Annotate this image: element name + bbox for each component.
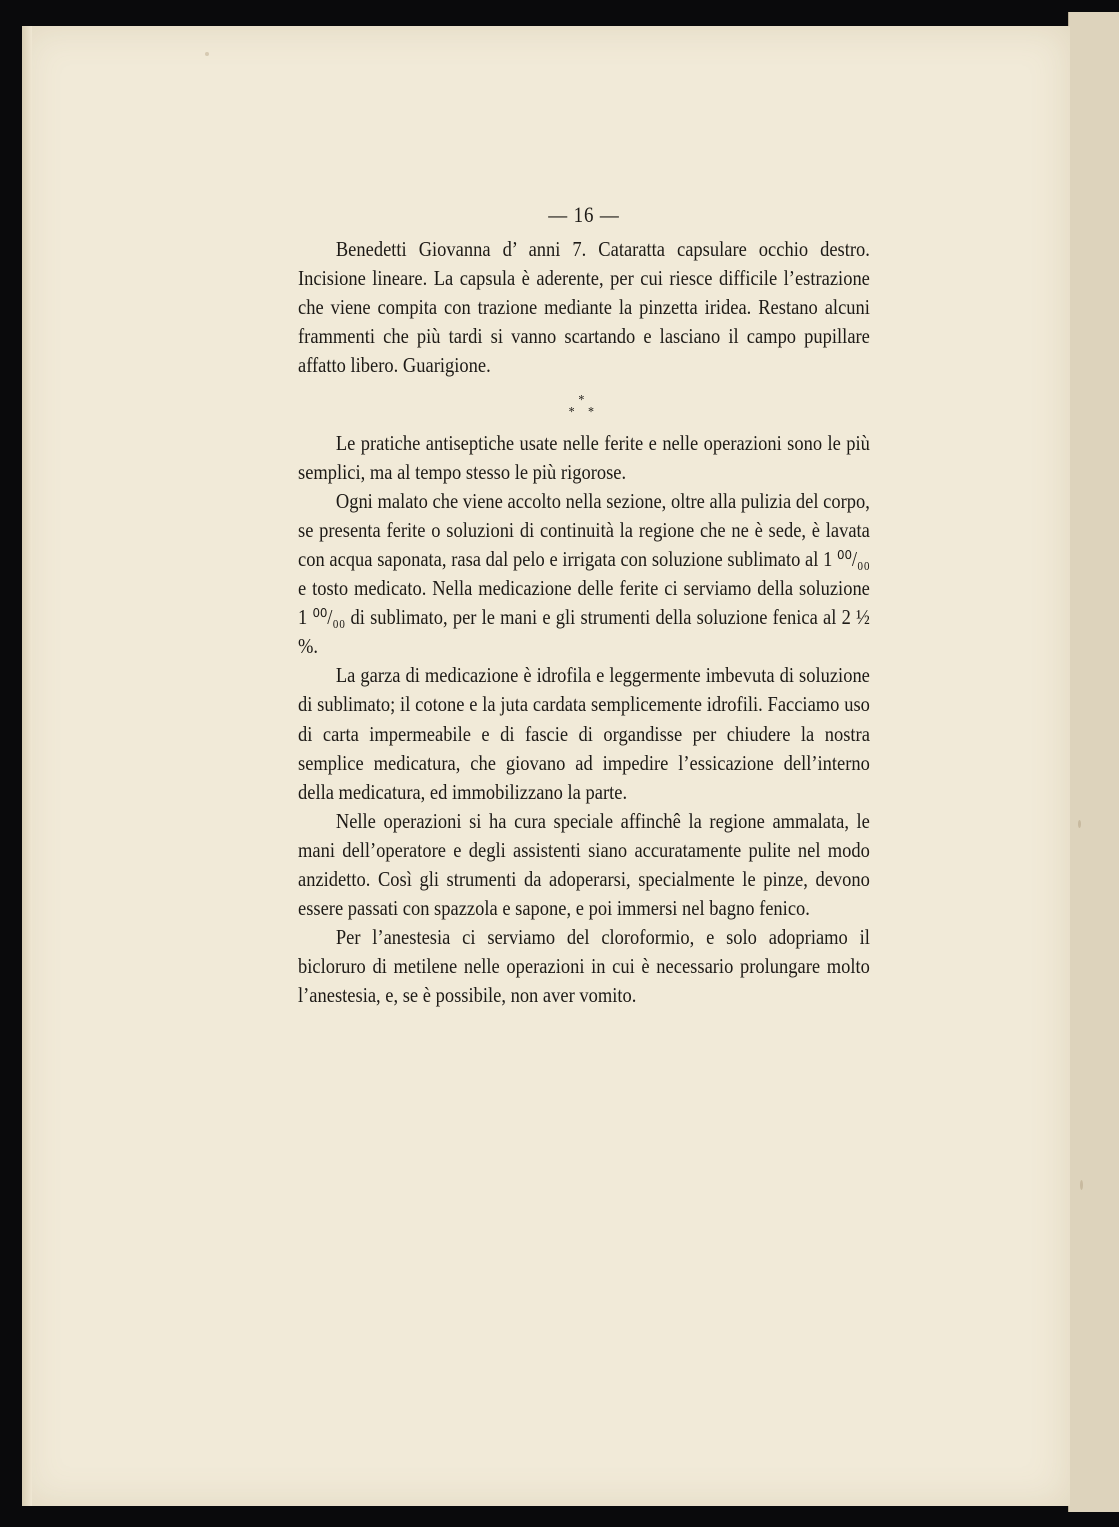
paper-spot <box>1078 820 1081 828</box>
paragraph-dressing: La garza di medicazione è idrofila e leggermente imbevuta di soluzione di sublimato; il cotone e la juta cardata semplicemente idrofili. Facciamo uso di carta impermeabile e di fascie di organdisse per chiudere la nostra semplice medicatura, che giovano ad impedire l’essicazione dell’interno della medicatura, ed immobilizzano la parte. <box>298 663 870 804</box>
paragraph-anesthesia: Per l’anestesia ci serviamo del cloroformio, e solo adopriamo il bicloruro di metilene nelle operazioni in cui è necessario prolungare molto l’anestesia, e, se è possibile, non aver vomito. <box>298 925 870 1008</box>
page-number: — 16 — <box>548 202 620 227</box>
asterism-top: * <box>578 392 590 408</box>
page-text <box>298 200 870 1010</box>
paragraph-operations: Nelle operazioni si ha cura speciale affinchê la regione ammalata, le mani dell’operatore e degli assistenti siano accuratamente pulite nel modo anzidetto. Così gli strumenti da adoperarsi, specialmente le pinze, devono essere passati con spazzola e sapone, e poi immersi nel bagno fenico. <box>298 808 870 921</box>
paper-spot <box>1080 1180 1083 1190</box>
section-asterism <box>298 392 870 420</box>
asterism-bottom: * * <box>568 404 600 420</box>
paragraph-antiseptic-intro: Le pratiche antiseptiche usate nelle ferite e nelle operazioni sono le più semplici, ma al tempo stesso le più rigorose. <box>298 430 870 484</box>
paper-spot <box>205 52 209 56</box>
page-binding-edge <box>22 26 32 1506</box>
paragraph-patient-cleaning: Ogni malato che viene accolto nella sezione, oltre alla pulizia del corpo, se presenta ferite o soluzioni di continuità la regione che ne è sede, è lavata con acqua saponata, rasa dal pelo e irrigata con soluzione sublimato al 1 ⁰⁰/₀₀ e tosto medicato. Nella medicazione delle ferite ci serviamo della soluzione 1 ⁰⁰/₀₀ di sublimato, per le mani e gli strumenti della soluzione fenica al 2 ½ %. <box>298 488 870 659</box>
paragraph-case-report: Benedetti Giovanna d’ anni 7. Cataratta capsulare occhio destro. Incisione lineare. La capsula è aderente, per cui riesce difficile l’estrazione che viene compita con trazione mediante la pinzetta iridea. Restano alcuni frammenti che più tardi si vanno scartando e lasciano il campo pupillare affatto libero. Guarigione. <box>298 237 870 378</box>
back-page-edge <box>1068 12 1119 1512</box>
